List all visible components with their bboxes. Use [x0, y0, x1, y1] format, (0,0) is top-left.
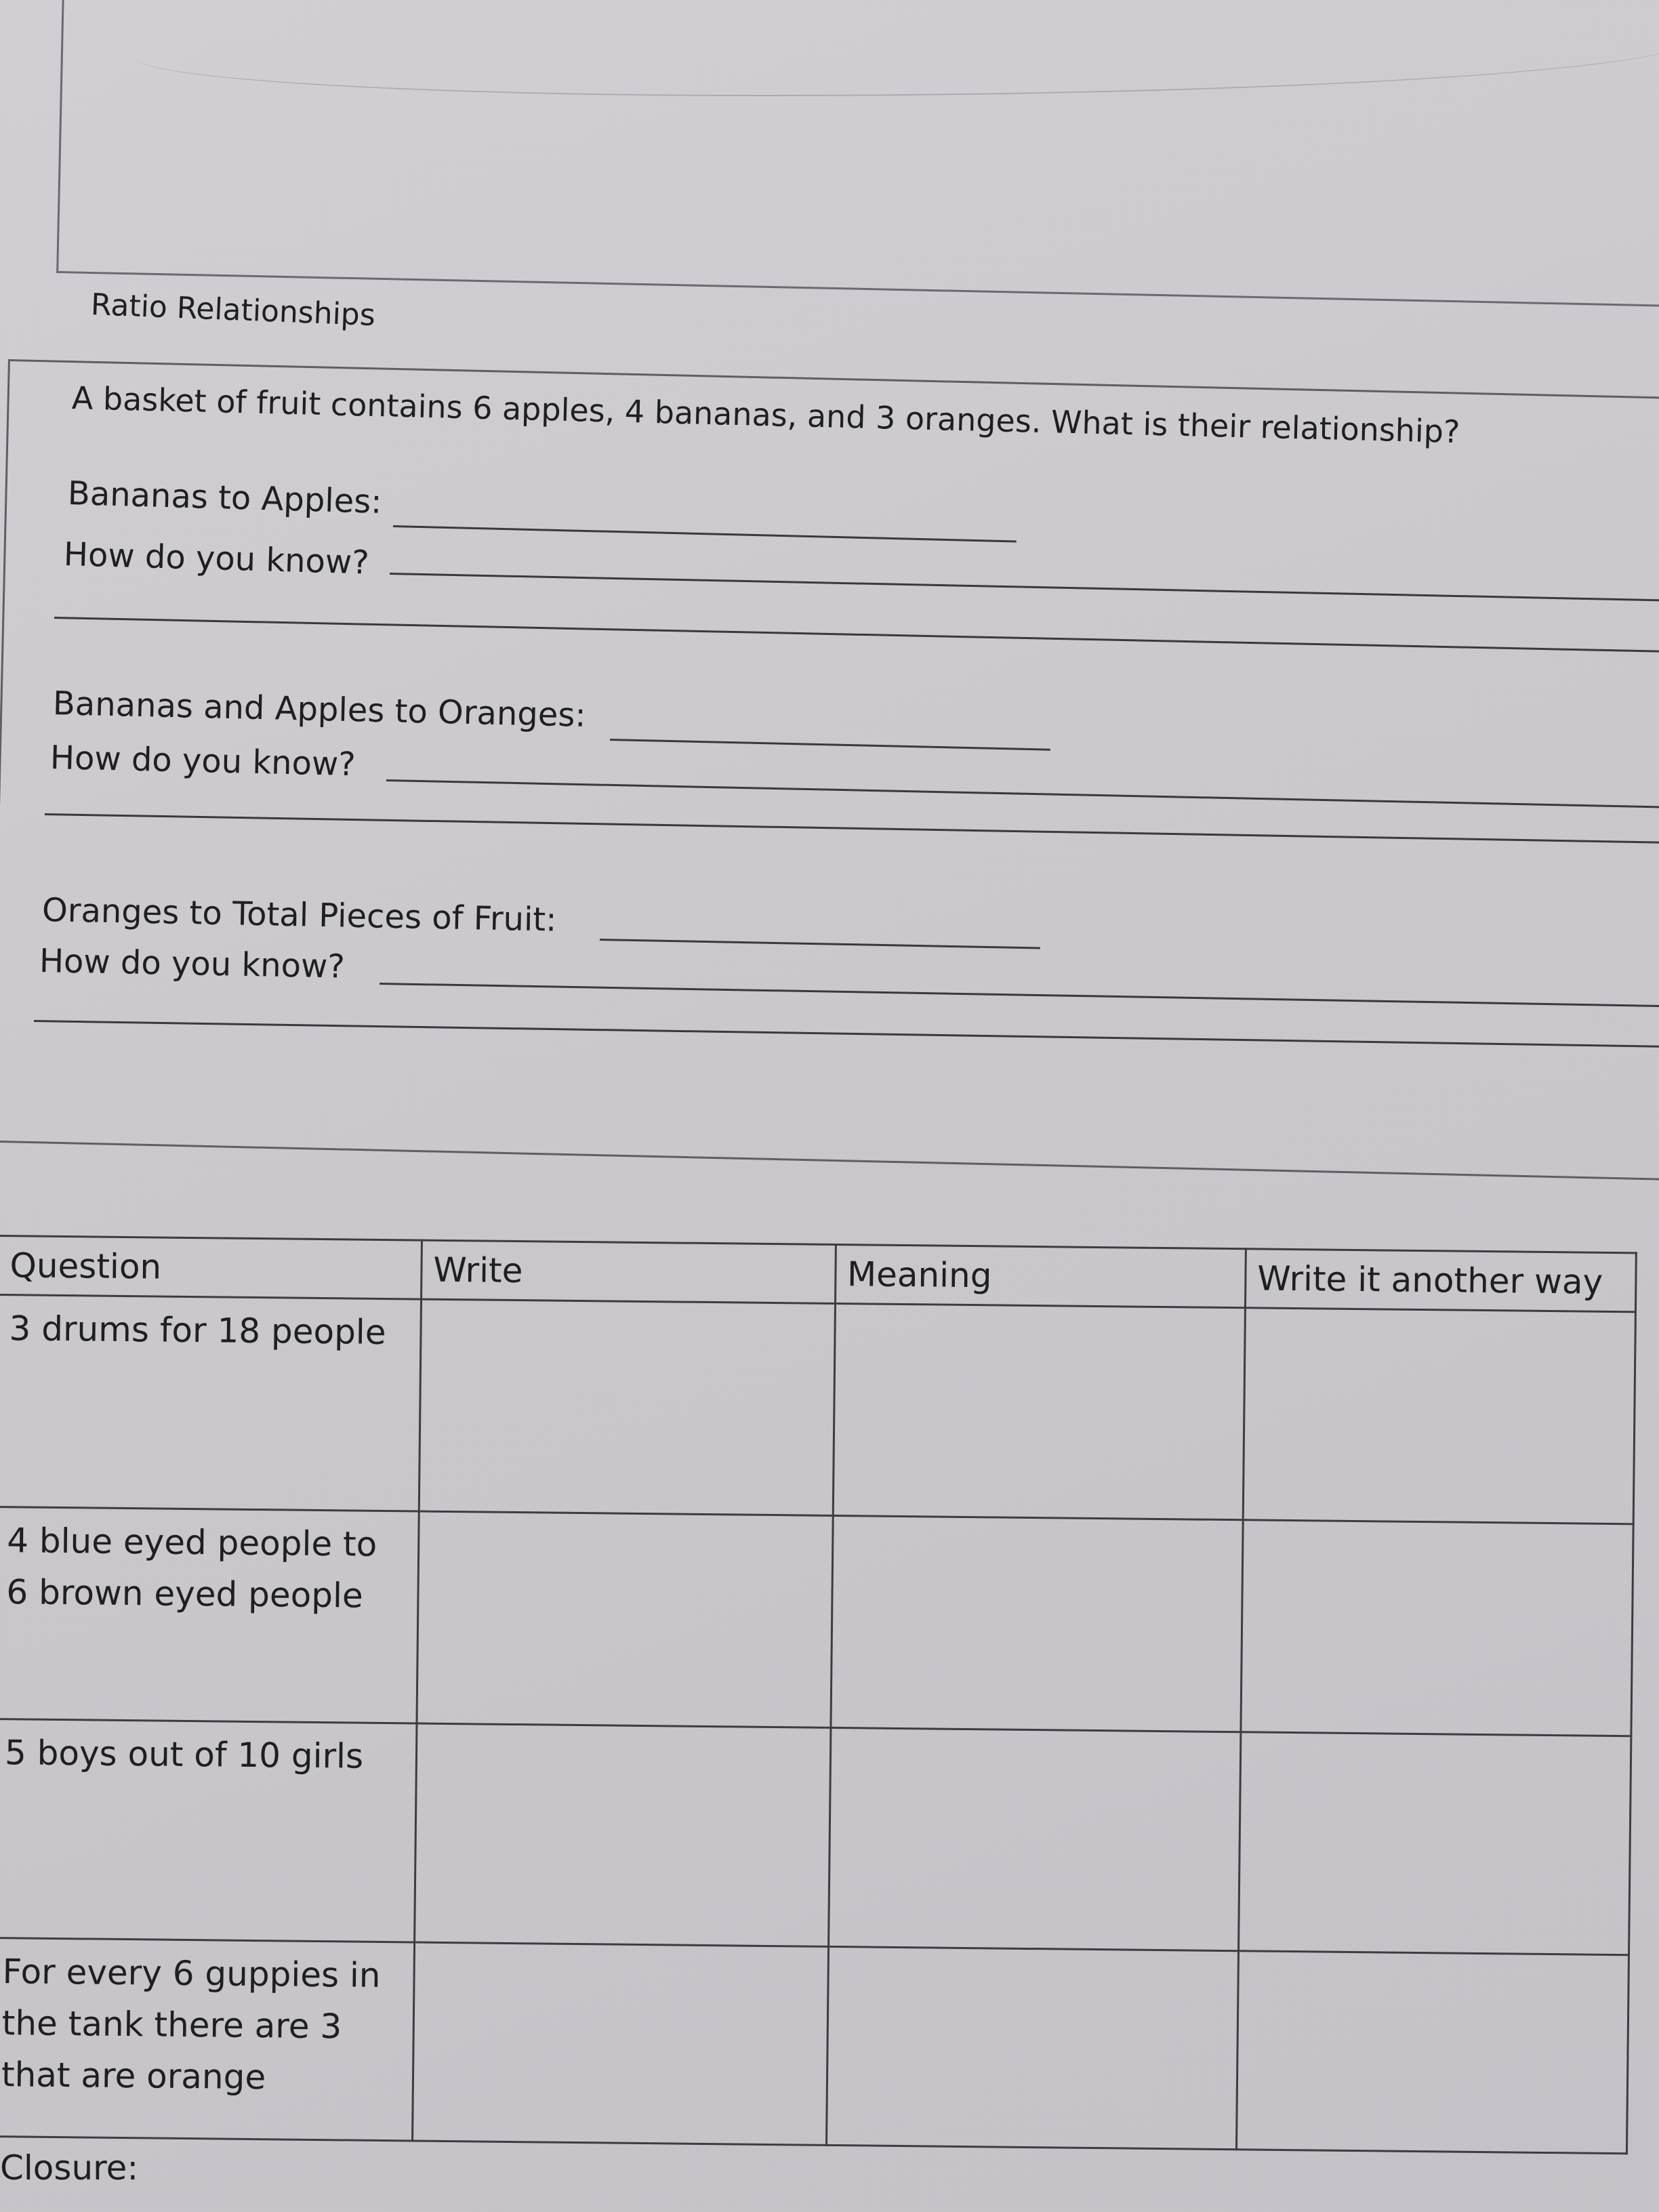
fruit-prompt: A basket of fruit contains 6 apples, 4 bananas, and 3 oranges. What is their relationship? [71, 380, 1461, 451]
question-1-followup: How do you know? [63, 535, 370, 582]
meaning-cell[interactable] [828, 1727, 1241, 1950]
row-question: 5 boys out of 10 girls [0, 1719, 417, 1942]
write-cell[interactable] [414, 1723, 830, 1946]
question-2-label: Bananas and Apples to Oranges: [52, 684, 587, 735]
header-meaning: Meaning [835, 1244, 1246, 1307]
meaning-cell[interactable] [833, 1303, 1246, 1519]
meaning-cell[interactable] [830, 1515, 1243, 1732]
write-cell[interactable] [419, 1299, 835, 1515]
write-cell[interactable] [412, 1942, 828, 2145]
another-way-cell[interactable] [1241, 1520, 1633, 1736]
table-row [0, 1295, 1635, 1524]
question-3-label: Oranges to Total Pieces of Fruit: [41, 891, 557, 939]
top-answer-box [56, 0, 1659, 307]
ratio-table-wrapper [0, 1235, 1637, 2154]
ratio-table [0, 1235, 1637, 2154]
meaning-cell[interactable] [826, 1946, 1238, 2149]
row-question: 3 drums for 18 people [0, 1295, 421, 1512]
worksheet-title: Ratio Relationships [90, 287, 376, 333]
row-question: For every 6 guppies in the tank there are 3 that are orange [0, 1938, 414, 2141]
header-question: Question [0, 1236, 422, 1300]
another-way-cell[interactable] [1238, 1732, 1631, 1955]
table-row [0, 1507, 1633, 1736]
table-row [0, 1719, 1631, 1954]
another-way-cell[interactable] [1236, 1951, 1629, 2154]
header-write-another-way: Write it another way [1245, 1249, 1636, 1312]
question-3-followup: How do you know? [39, 942, 346, 986]
row-question: 4 blue eyed people to 6 brown eyed people [0, 1507, 419, 1723]
table-row [0, 1938, 1629, 2153]
write-cell[interactable] [417, 1511, 833, 1727]
question-2-followup: How do you know? [49, 739, 356, 784]
header-write: Write [421, 1240, 836, 1303]
question-1-label: Bananas to Apples: [67, 474, 383, 521]
another-way-cell[interactable] [1243, 1308, 1635, 1524]
closure-label: Closure: [0, 2148, 139, 2188]
